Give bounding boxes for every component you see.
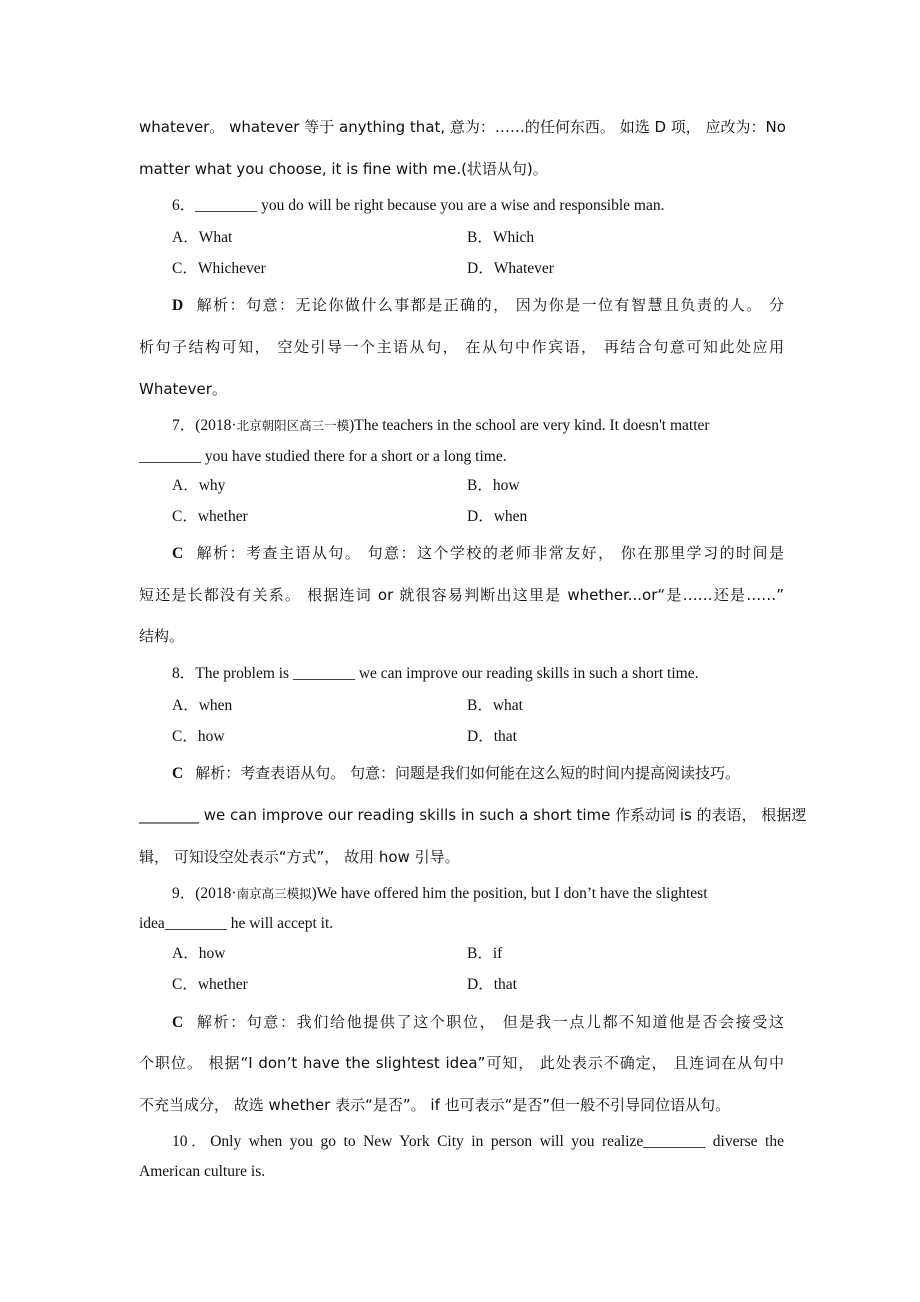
q7-option-c: C．whether <box>172 508 248 525</box>
q6-answer: D <box>172 297 184 314</box>
q7-option-d: D．when <box>467 508 528 525</box>
q6-option-d: D．Whatever <box>467 260 554 277</box>
q6-analysis-line-3: Whatever。 <box>139 380 227 398</box>
q8-option-a: A．when <box>172 697 233 714</box>
q7-analysis-line-3: 结构。 <box>139 627 185 645</box>
q6-stem: 6．________ you do will be right because you are a wise and responsible man. <box>172 197 665 214</box>
q8-stem: 8．The problem is ________ we can improve our reading skills in such a short time. <box>172 665 699 682</box>
q9-option-d: D．that <box>467 976 517 993</box>
q8-analysis-line-1: C 解析：考查表语从句。 句意：问题是我们如何能在这么短的时间内提高阅读技巧。 <box>172 764 740 782</box>
q8-option-c: C．how <box>172 728 225 745</box>
q6-option-a: A．What <box>172 229 233 246</box>
q9-option-a: A．how <box>172 945 226 962</box>
q8-analysis-line-2: ________ we can improve our reading skills in such a short time 作系动词 is 的表语， 根据逻 <box>139 806 807 824</box>
q6-analysis-line-2: 析句子结构可知， 空处引导一个主语从句， 在从句中作宾语， 再结合句意可知此处应用 <box>139 338 784 356</box>
q9-stem-line-2: idea________ he will accept it. <box>139 915 334 932</box>
q6-option-c: C．Whichever <box>172 260 266 277</box>
q7-analysis-line-1: C 解析：考查主语从句。 句意：这个学校的老师非常友好， 你在那里学习的时间是 <box>172 544 784 562</box>
q6-analysis-line-1: D 解析：句意：无论你做什么事都是正确的， 因为你是一位有智慧且负责的人。 分 <box>172 296 784 314</box>
q9-source: 南京高三模拟 <box>236 886 312 901</box>
q9-answer: C <box>172 1014 184 1031</box>
q10-stem: 10．Only when you go to New York City in person will you realize________ diverse the <box>172 1133 784 1150</box>
q8-analysis-line-3: 辑， 可知设空处表示“方式”， 故用 how 引导。 <box>139 848 460 866</box>
q7-analysis-line-2: 短还是长都没有关系。 根据连词 or 就很容易判断出这里是 whether...or“是……还是……” <box>139 586 784 604</box>
q9-option-b: B．if <box>467 945 503 962</box>
q8-answer: C <box>172 765 184 782</box>
q8-option-d: D．that <box>467 728 517 745</box>
q10-stem-line-2: American culture is. <box>139 1163 266 1180</box>
q9-option-c: C．whether <box>172 976 248 993</box>
q7-stem: 7．(2018·北京朝阳区高三一模)The teachers in the school are very kind. It doesn't matter <box>172 417 710 434</box>
q9-analysis-line-1: C 解析：句意：我们给他提供了这个职位， 但是我一点儿都不知道他是否会接受这 <box>172 1013 784 1031</box>
q7-source: 北京朝阳区高三一模 <box>236 418 350 433</box>
q7-option-b: B．how <box>467 477 520 494</box>
q7-answer: C <box>172 545 184 562</box>
q9-stem: 9．(2018·南京高三模拟)We have offered him the position, but I don’t have the slightest <box>172 885 708 902</box>
q7-option-a: A．why <box>172 477 226 494</box>
q5-explanation-line-1: whatever。 whatever 等于 anything that, 意为：……的任何东西。 如选 D 项， 应改为：No <box>139 118 786 136</box>
q9-analysis-line-2: 个职位。 根据“I don’t have the slightest idea”可知， 此处表示不确定， 且连词在从句中 <box>139 1054 784 1072</box>
q8-option-b: B．what <box>467 697 523 714</box>
q7-stem-line-2: ________ you have studied there for a short or a long time. <box>139 448 507 465</box>
q6-option-b: B．Which <box>467 229 535 246</box>
q5-explanation-line-2: matter what you choose, it is fine with me.(状语从句)。 <box>139 160 548 178</box>
q9-analysis-line-3: 不充当成分， 故选 whether 表示“是否”。 if 也可表示“是否”但一般不引导同位语从句。 <box>139 1096 731 1114</box>
